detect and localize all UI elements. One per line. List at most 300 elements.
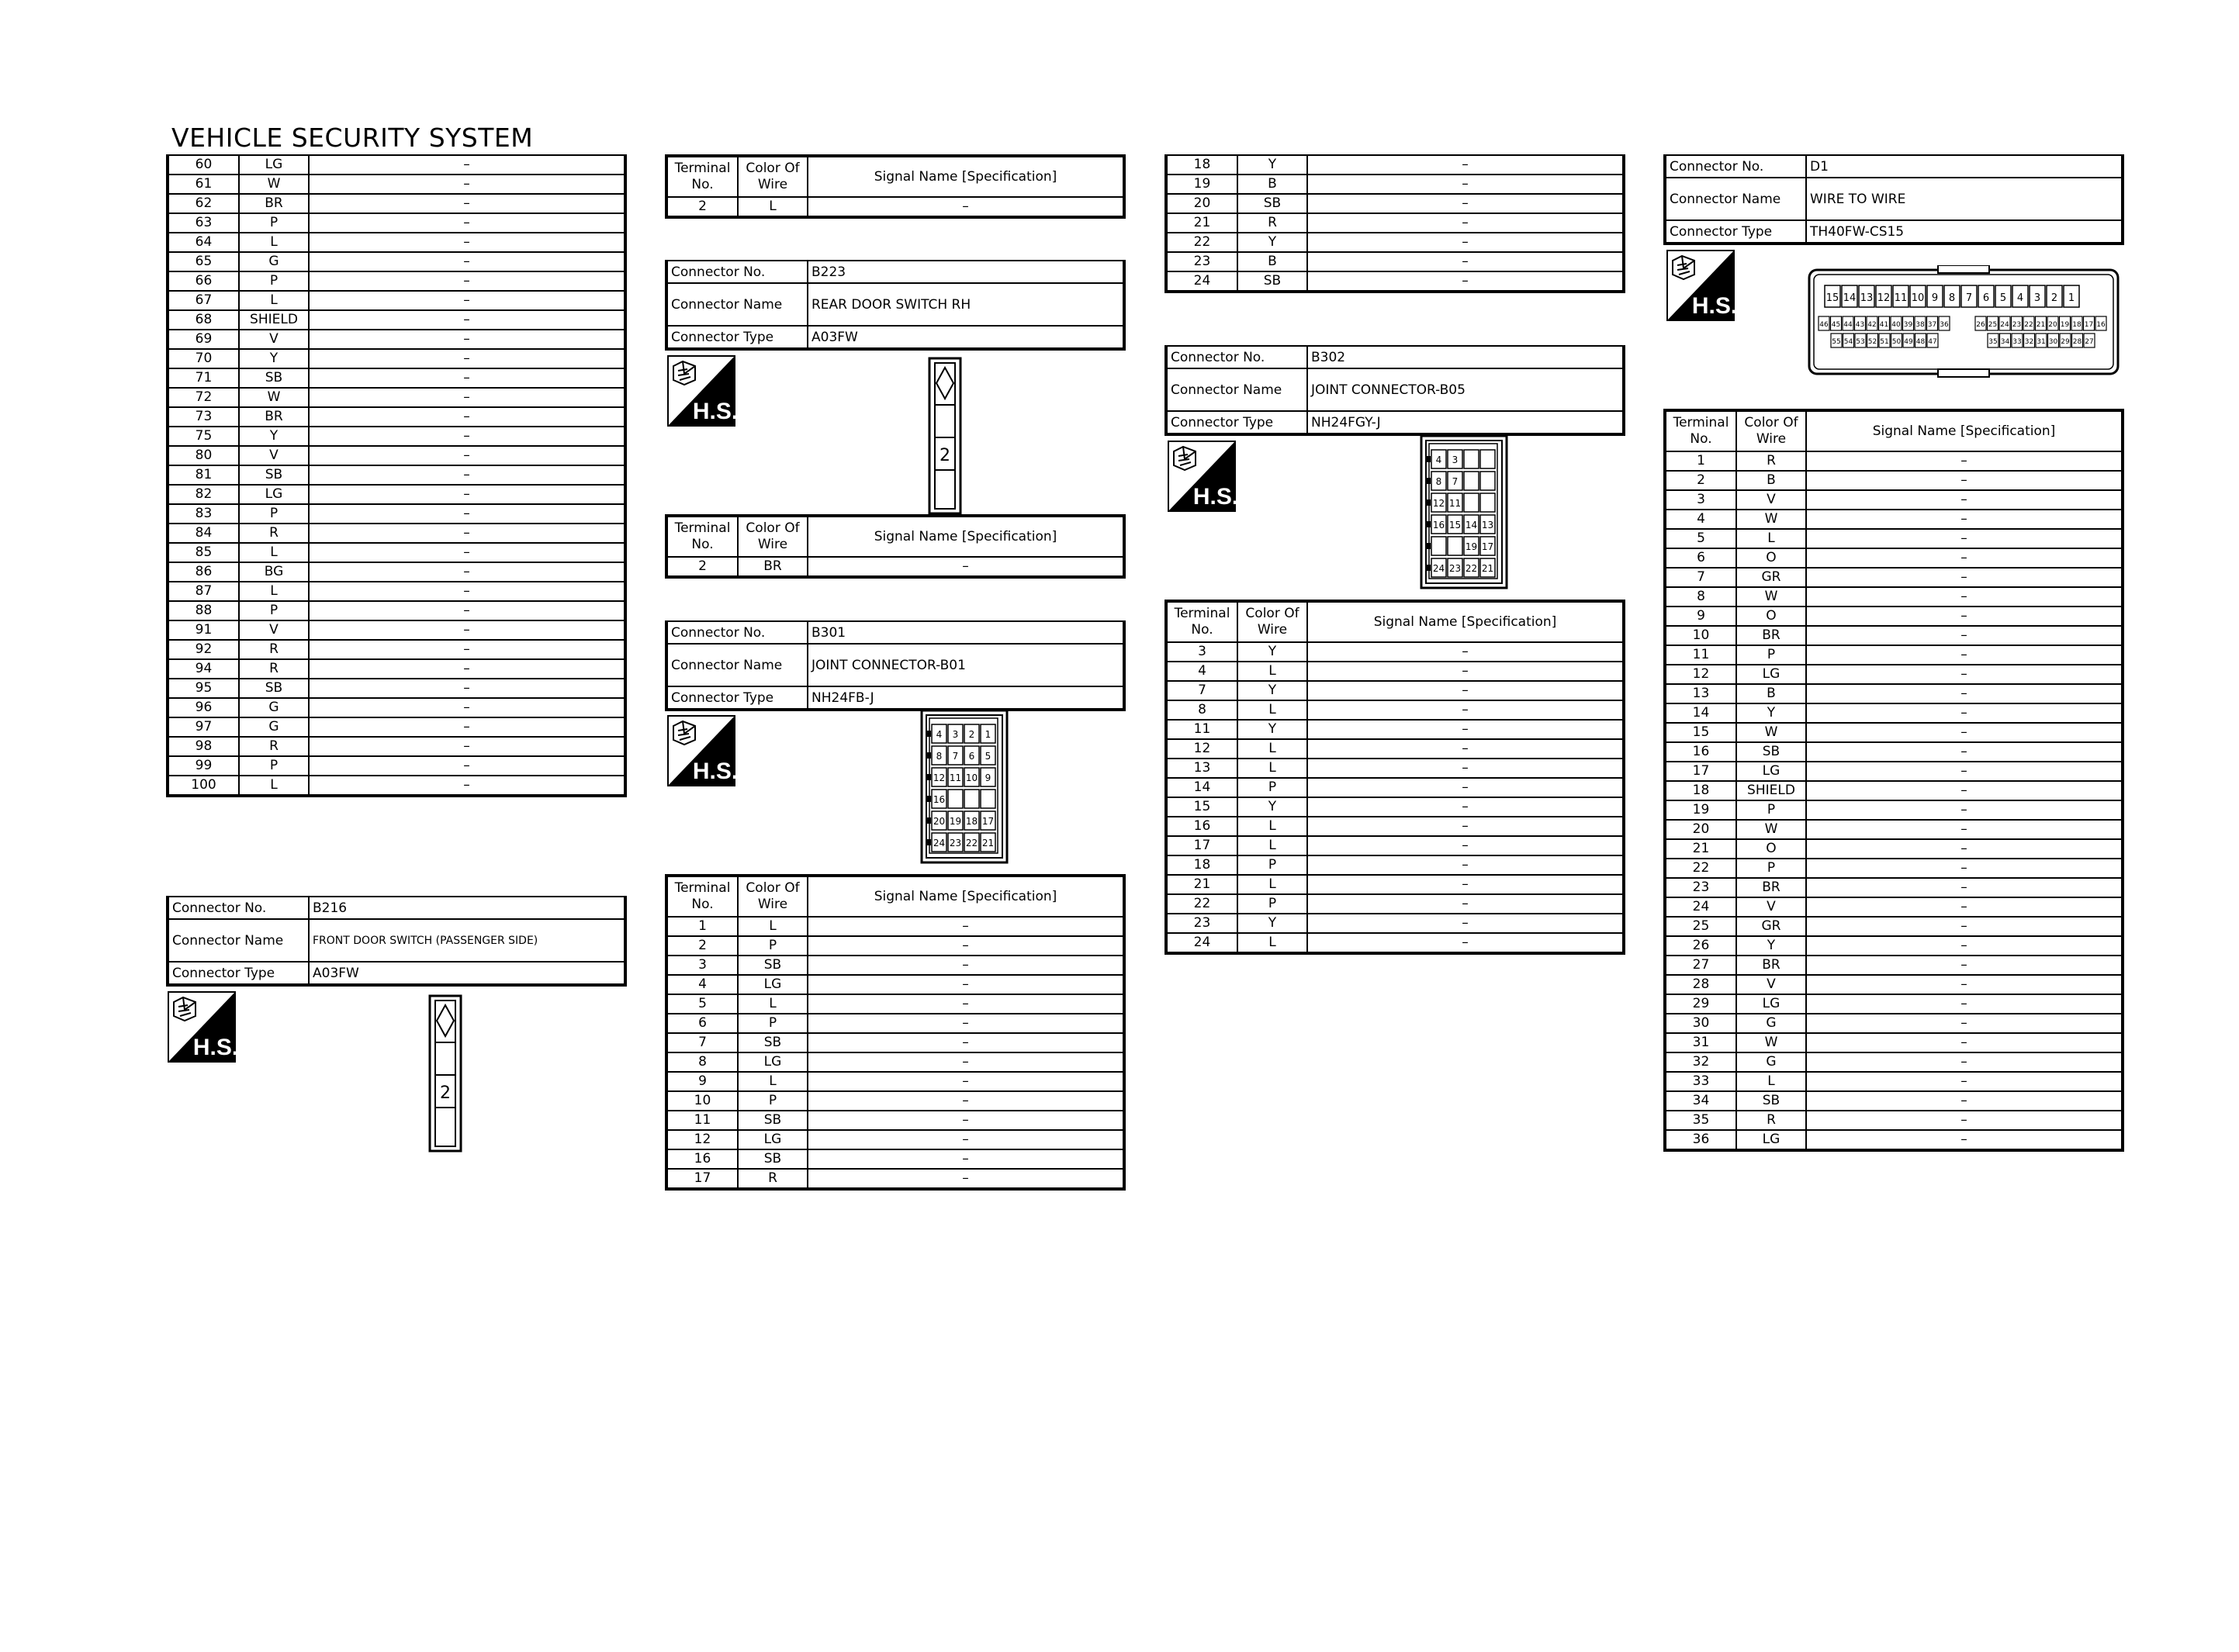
pin-number: 26: [1976, 321, 1985, 329]
table-row: [168, 291, 625, 310]
table-row: [1166, 739, 1624, 759]
signal-name: –: [1307, 194, 1624, 213]
signal-name: –: [808, 1130, 1124, 1149]
terminal-number: 24: [1665, 897, 1736, 917]
color-header-label: Wire: [757, 177, 788, 192]
connector-type-row: [666, 326, 1124, 349]
table-row: [168, 252, 625, 271]
pin-number: 14: [1843, 292, 1857, 304]
hs-icon: [168, 991, 236, 1063]
hs-icon: [1666, 250, 1735, 321]
wire-color: V: [1736, 490, 1806, 510]
table-row: [168, 194, 625, 213]
terminal-number: 15: [1665, 723, 1736, 742]
hs-icon: [1168, 441, 1236, 512]
signal-name: –: [1806, 684, 2123, 703]
table-row: [1665, 994, 2123, 1014]
signal-name: –: [309, 213, 625, 233]
wire-color: SB: [1237, 271, 1307, 292]
signal-name: –: [309, 155, 625, 175]
wire-color: Y: [1237, 233, 1307, 252]
pin-number: 8: [1435, 476, 1442, 487]
table-header: [666, 156, 1124, 197]
wire-color: LG: [239, 155, 309, 175]
signal-name: –: [309, 427, 625, 446]
table-row: [168, 524, 625, 543]
terminal-table-d1: [1663, 409, 2124, 1152]
connector-name-label: Connector Name: [1665, 178, 1806, 220]
signal-name: –: [309, 524, 625, 543]
pin-number: 36: [1940, 321, 1949, 329]
terminal-number: 99: [168, 756, 239, 776]
table-row: [1665, 587, 2123, 607]
terminal-number: 22: [1166, 894, 1237, 914]
connector-type-label: Connector Type: [666, 686, 808, 710]
signal-name: –: [309, 582, 625, 601]
wire-color: Y: [239, 349, 309, 368]
signal-name: –: [1806, 568, 2123, 587]
wire-color: V: [239, 330, 309, 349]
terminal-number: 70: [168, 349, 239, 368]
terminal-number: 17: [666, 1169, 738, 1189]
table-row: [666, 1169, 1124, 1189]
table-row: [1665, 956, 2123, 975]
terminal-header-label: Terminal: [674, 520, 731, 536]
connector-type-value: NH24FGY-J: [1307, 411, 1624, 434]
wire-color: W: [1736, 723, 1806, 742]
signal-name: –: [1307, 155, 1624, 175]
signal-name: –: [309, 640, 625, 659]
wire-color: LG: [738, 1130, 808, 1149]
terminal-number: 4: [666, 975, 738, 994]
terminal-number: 92: [168, 640, 239, 659]
terminal-header: [1665, 410, 1736, 451]
wire-color: LG: [738, 1052, 808, 1072]
connector-info-b216: [166, 896, 627, 987]
wire-color: B: [1736, 684, 1806, 703]
table-row: [168, 349, 625, 368]
wire-color: L: [1736, 1072, 1806, 1091]
wire-color: R: [1736, 1111, 1806, 1130]
color-header: [738, 516, 808, 557]
terminal-header-label: Terminal: [1174, 606, 1230, 621]
wire-color: BR: [1736, 956, 1806, 975]
page-title: VEHICLE SECURITY SYSTEM: [171, 123, 534, 153]
table-row: [1665, 859, 2123, 878]
signal-name: –: [309, 310, 625, 330]
table-row: [1665, 510, 2123, 529]
terminal-number: 63: [168, 213, 239, 233]
signal-name: –: [1307, 662, 1624, 681]
pin-number: 7: [952, 751, 959, 762]
signal-header: Signal Name [Specification]: [808, 156, 1124, 197]
signal-name: –: [1307, 855, 1624, 875]
signal-name: –: [309, 601, 625, 620]
terminal-number: 33: [1665, 1072, 1736, 1091]
terminal-number: 5: [666, 994, 738, 1014]
pin-number: 42: [1867, 321, 1877, 329]
signal-name: –: [1307, 875, 1624, 894]
terminal-number: 100: [168, 776, 239, 796]
pin-number: 3: [2033, 292, 2041, 304]
signal-header: Signal Name [Specification]: [1806, 410, 2123, 451]
signal-name: –: [1806, 607, 2123, 626]
terminal-number: 30: [1665, 1014, 1736, 1033]
signal-name: –: [1806, 626, 2123, 645]
signal-name: –: [1307, 817, 1624, 836]
table-row: [168, 620, 625, 640]
pin-number: 21: [1481, 563, 1494, 574]
signal-name: –: [1806, 859, 2123, 878]
wire-color: BR: [738, 557, 808, 577]
terminal-table-b223: [665, 514, 1126, 579]
wire-color: GR: [1736, 917, 1806, 936]
terminal-header-label: No.: [691, 537, 714, 552]
terminal-number: 18: [1665, 781, 1736, 800]
wire-color: L: [239, 543, 309, 562]
signal-name: –: [808, 1052, 1124, 1072]
terminal-number: 83: [168, 504, 239, 524]
connector-type-value: A03FW: [808, 326, 1124, 349]
terminal-number: 69: [168, 330, 239, 349]
table-header: [666, 516, 1124, 557]
table-row: [1665, 897, 2123, 917]
pin-number: 15: [1825, 292, 1839, 304]
wire-color: V: [239, 446, 309, 465]
signal-name: –: [309, 330, 625, 349]
pin-number: 43: [1855, 321, 1865, 329]
pin-number: 23: [1448, 563, 1462, 574]
color-header-label: Wire: [1756, 431, 1787, 447]
signal-name: –: [1806, 587, 2123, 607]
pin-number: 45: [1831, 321, 1841, 329]
terminal-number: 14: [1665, 703, 1736, 723]
signal-name: –: [1307, 681, 1624, 700]
terminal-number: 72: [168, 388, 239, 407]
table-row: [168, 601, 625, 620]
color-header: [1736, 410, 1806, 451]
terminal-number: 7: [666, 1033, 738, 1052]
terminal-number: 4: [1166, 662, 1237, 681]
wire-color: Y: [1736, 703, 1806, 723]
wire-color: P: [239, 756, 309, 776]
wire-color: LG: [738, 975, 808, 994]
wire-color: L: [1237, 662, 1307, 681]
pin-number: 22: [2024, 321, 2033, 329]
pin-number: 6: [968, 751, 975, 762]
pin-number: 16: [933, 794, 946, 805]
connector-number-value: B301: [808, 621, 1124, 644]
table-row: [1665, 684, 2123, 703]
signal-name: –: [309, 504, 625, 524]
terminal-number: 19: [1166, 175, 1237, 194]
table-row: [168, 388, 625, 407]
wire-color: L: [1237, 875, 1307, 894]
terminal-number: 31: [1665, 1033, 1736, 1052]
connector-number-row: [168, 897, 625, 919]
table-row: [1166, 855, 1624, 875]
signal-name: –: [1806, 723, 2123, 742]
table-row: [1665, 607, 2123, 626]
wire-color: L: [239, 776, 309, 796]
pin-number: 10: [965, 772, 978, 783]
signal-name: –: [1806, 742, 2123, 762]
pin-number: 18: [965, 816, 978, 827]
terminal-number: 29: [1665, 994, 1736, 1014]
connector-number-row: [1665, 155, 2123, 178]
table-row: [1665, 820, 2123, 839]
table-row: [1665, 1033, 2123, 1052]
pin-number: 4: [936, 729, 943, 740]
table-row: [1166, 836, 1624, 855]
connector-name-label: Connector Name: [666, 283, 808, 326]
wire-color: L: [1237, 739, 1307, 759]
table-row: [1166, 642, 1624, 662]
wire-color: L: [1237, 700, 1307, 720]
signal-name: –: [309, 562, 625, 582]
pin-number: 16: [2096, 321, 2106, 329]
pin-number: 20: [933, 816, 946, 827]
table-row: [168, 562, 625, 582]
table-row: [168, 213, 625, 233]
wire-color: R: [239, 524, 309, 543]
connector-number-value: B216: [309, 897, 625, 919]
signal-name: –: [309, 252, 625, 271]
wire-color: SB: [1237, 194, 1307, 213]
wire-color: BR: [239, 194, 309, 213]
pin-number: 34: [2000, 338, 2010, 346]
terminal-number: 11: [1166, 720, 1237, 739]
pin-number: 24: [2000, 321, 2009, 329]
table-row: [666, 1052, 1124, 1072]
pin-number: 9: [985, 772, 991, 783]
wire-color: P: [1237, 855, 1307, 875]
color-header-label: Wire: [1257, 622, 1288, 638]
terminal-number: 68: [168, 310, 239, 330]
hs-label: H.S.: [1192, 484, 1236, 510]
signal-name: –: [1307, 894, 1624, 914]
table-row: [168, 776, 625, 796]
pin-number: 50: [1891, 338, 1902, 346]
table-row: [168, 504, 625, 524]
signal-name: –: [808, 1149, 1124, 1169]
wire-color: P: [239, 601, 309, 620]
terminal-number: 97: [168, 717, 239, 737]
wire-color: SB: [738, 1033, 808, 1052]
terminal-number: 3: [666, 956, 738, 975]
table-row: [1166, 875, 1624, 894]
wire-color: P: [1736, 645, 1806, 665]
signal-name: –: [309, 620, 625, 640]
terminal-number: 25: [1665, 917, 1736, 936]
signal-name: –: [1806, 975, 2123, 994]
wire-color: LG: [1736, 762, 1806, 781]
signal-name: –: [1806, 762, 2123, 781]
connector-type-value: NH24FB-J: [808, 686, 1124, 710]
signal-name: –: [1806, 994, 2123, 1014]
signal-name: –: [1307, 914, 1624, 933]
hs-label: H.S.: [692, 399, 735, 424]
pin-number: 25: [1988, 321, 1998, 329]
signal-name: –: [1806, 665, 2123, 684]
wire-color: Y: [239, 427, 309, 446]
signal-name: –: [1806, 548, 2123, 568]
wire-color: L: [239, 233, 309, 252]
table-row: [1665, 781, 2123, 800]
table-row: [1166, 681, 1624, 700]
pin-number: 11: [1448, 498, 1462, 509]
terminal-number: 73: [168, 407, 239, 427]
table-row: [168, 175, 625, 194]
connector-type-label: Connector Type: [1665, 220, 1806, 244]
table-row: [168, 233, 625, 252]
table-row: [168, 465, 625, 485]
terminal-header-label: Terminal: [674, 161, 731, 176]
terminal-header: [666, 876, 738, 917]
signal-name: –: [309, 543, 625, 562]
signal-name: –: [808, 1091, 1124, 1111]
signal-name: –: [309, 776, 625, 796]
signal-name: –: [808, 1169, 1124, 1189]
table-row: [1166, 662, 1624, 681]
table-row: [1665, 975, 2123, 994]
terminal-number: 60: [168, 155, 239, 175]
signal-name: –: [1307, 720, 1624, 739]
table-row: [666, 956, 1124, 975]
terminal-number: 11: [1665, 645, 1736, 665]
terminal-number: 84: [168, 524, 239, 543]
table-row: [1166, 271, 1624, 292]
wire-color: V: [1736, 975, 1806, 994]
table-row: [168, 717, 625, 737]
connector-name-label: Connector Name: [666, 644, 808, 686]
table-row: [168, 330, 625, 349]
table-row: [1665, 800, 2123, 820]
terminal-number: 16: [666, 1149, 738, 1169]
signal-name: –: [1806, 956, 2123, 975]
wire-color: L: [1237, 933, 1307, 953]
table-row: [1665, 451, 2123, 471]
signal-name: –: [309, 271, 625, 291]
terminal-number: 27: [1665, 956, 1736, 975]
table-header: [666, 876, 1124, 917]
terminal-number: 18: [1166, 155, 1237, 175]
wire-color: SB: [1736, 742, 1806, 762]
table-row: [666, 936, 1124, 956]
pin-number: 28: [2072, 338, 2082, 346]
table-row: [666, 1072, 1124, 1091]
pin-number: 21: [981, 838, 995, 848]
wire-color: P: [1736, 859, 1806, 878]
terminal-number: 34: [1665, 1091, 1736, 1111]
signal-name: –: [808, 917, 1124, 936]
pin-number: 4: [2016, 292, 2024, 304]
pin-number: 37: [1927, 321, 1937, 329]
hs-label: H.S.: [1691, 293, 1735, 319]
hs-icon: [667, 355, 735, 427]
connector-diagram-b223: [928, 357, 962, 518]
table-row: [1665, 1014, 2123, 1033]
pin-number: 52: [1867, 338, 1877, 346]
pin-number: 8: [936, 751, 943, 762]
col1-terminal-table: [166, 154, 627, 797]
terminal-number: 18: [1166, 855, 1237, 875]
hs-label: H.S.: [692, 759, 735, 784]
table-row: [1665, 762, 2123, 781]
pin-number: 9: [1931, 292, 1939, 304]
signal-name: –: [1307, 252, 1624, 271]
pin-number: 44: [1843, 321, 1853, 329]
signal-name: –: [309, 717, 625, 737]
connector-name-row: [168, 919, 625, 962]
terminal-header-label: No.: [691, 897, 714, 912]
table-row: [168, 543, 625, 562]
pin-number: 29: [2061, 338, 2070, 346]
wire-color: SB: [738, 1111, 808, 1130]
pin-number: 46: [1819, 321, 1829, 329]
wire-color: BR: [1736, 626, 1806, 645]
terminal-number: 23: [1665, 878, 1736, 897]
terminal-number: 82: [168, 485, 239, 504]
signal-name: –: [309, 233, 625, 252]
table-row: [168, 640, 625, 659]
connector-number-label: Connector No.: [168, 897, 309, 919]
pin-number: 17: [981, 816, 995, 827]
wire-color: L: [1237, 817, 1307, 836]
wire-color: L: [1736, 529, 1806, 548]
pin-number: 19: [2060, 321, 2070, 329]
terminal-number: 35: [1665, 1111, 1736, 1130]
wire-color: P: [1237, 778, 1307, 797]
terminal-number: 8: [666, 1052, 738, 1072]
signal-name: –: [1806, 1052, 2123, 1072]
terminal-number: 6: [1665, 548, 1736, 568]
wire-color: L: [1237, 836, 1307, 855]
terminal-number: 17: [1166, 836, 1237, 855]
terminal-number: 3: [1166, 642, 1237, 662]
signal-name: –: [808, 1072, 1124, 1091]
wire-color: G: [239, 717, 309, 737]
terminal-number: 24: [1166, 933, 1237, 953]
connector-diagram-b216: [428, 994, 462, 1156]
pin-number: 8: [1948, 292, 1956, 304]
wire-color: BR: [239, 407, 309, 427]
terminal-header-label: No.: [1690, 431, 1712, 447]
terminal-number: 12: [1665, 665, 1736, 684]
wire-color: L: [239, 582, 309, 601]
terminal-number: 1: [1665, 451, 1736, 471]
color-header: [738, 876, 808, 917]
terminal-number: 15: [1166, 797, 1237, 817]
table-row: [666, 1111, 1124, 1130]
signal-name: –: [1806, 878, 2123, 897]
hs-icon: [667, 715, 735, 786]
terminal-number: 1: [666, 917, 738, 936]
signal-name: –: [1806, 781, 2123, 800]
terminal-number: 96: [168, 698, 239, 717]
table-row: [666, 917, 1124, 936]
terminal-number: 32: [1665, 1052, 1736, 1072]
pin-number: 39: [1903, 321, 1913, 329]
wire-color: G: [1736, 1052, 1806, 1072]
wire-color: Y: [1736, 936, 1806, 956]
connector-type-label: Connector Type: [168, 962, 309, 985]
wire-color: BG: [239, 562, 309, 582]
terminal-number: 94: [168, 659, 239, 679]
pin-number: 17: [1481, 541, 1494, 552]
signal-name: –: [309, 349, 625, 368]
pin-number: 2: [968, 729, 975, 740]
